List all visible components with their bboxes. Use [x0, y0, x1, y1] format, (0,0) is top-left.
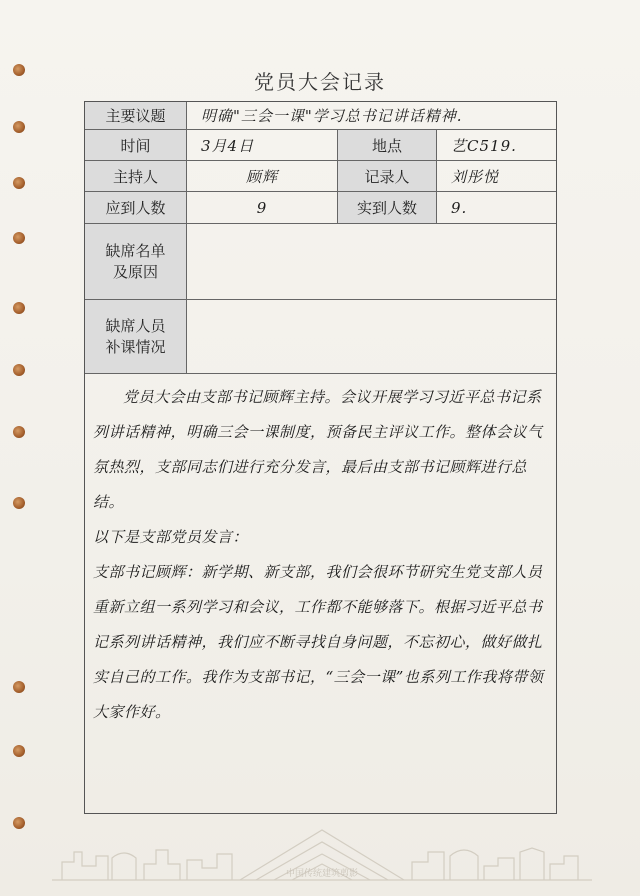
binder-hole	[13, 364, 25, 376]
notes-paragraph: 以下是支部党员发言：	[93, 528, 249, 546]
meeting-notes	[93, 380, 548, 730]
topic-row	[85, 102, 556, 130]
place-label: 地点	[337, 130, 437, 160]
topic-value: 明确"三会一课"学习总书记讲话精神.	[201, 107, 463, 125]
time-value: 3月4日	[201, 136, 255, 155]
host-value: 顾辉	[245, 167, 278, 186]
recorder-value: 刘彤悦	[451, 167, 500, 186]
binder-hole	[13, 426, 25, 438]
absent-row	[85, 224, 556, 300]
actual-label: 实到人数	[337, 192, 437, 223]
binder-hole	[13, 302, 25, 314]
time-place-row	[85, 130, 556, 161]
makeup-value	[187, 300, 556, 373]
recorder-label: 记录人	[337, 161, 437, 191]
topic-label: 主要议题	[85, 102, 187, 129]
expected-value: 9	[256, 198, 268, 217]
binder-hole	[13, 497, 25, 509]
host-label: 主持人	[85, 161, 187, 191]
absent-label: 缺席名单 及原因	[85, 224, 187, 299]
expected-label: 应到人数	[85, 192, 187, 223]
notes-paragraph: 党员大会由支部书记顾辉主持。会议开展学习习近平总书记系列讲话精神，明确三会一课制度，预备民主评议工作。整体会议气氛热烈，支部同志们进行充分发言，最后由支部书记顾辉进行总结。	[93, 388, 543, 511]
binder-hole	[13, 232, 25, 244]
notes-paragraph: 支部书记顾辉：新学期、新支部，我们会很环节研究生党支部人员重新立组一系列学习和会议，工作都不能够落下。根据习近平总书记系列讲话精神，我们应不断寻找自身问题，不忘初心，做好做扎实自己的工作。我作为支部书记，“三会一课”也系列工作我将带领大家作好。	[93, 563, 544, 721]
makeup-row	[85, 300, 556, 374]
footer-caption: 中国传统建筑剪影	[285, 869, 359, 879]
binder-hole	[13, 817, 25, 829]
makeup-label: 缺席人员 补课情况	[85, 300, 187, 373]
attendance-row	[85, 192, 556, 224]
binder-hole	[13, 745, 25, 757]
binder-hole	[13, 681, 25, 693]
architecture-silhouette-icon	[52, 822, 592, 882]
binder-hole	[13, 121, 25, 133]
page-title: 党员大会记录	[254, 70, 386, 94]
place-value: 艺C519.	[451, 136, 517, 155]
actual-value: 9.	[451, 198, 468, 217]
absent-value	[187, 224, 556, 299]
time-label: 时间	[85, 130, 187, 160]
host-recorder-row	[85, 161, 556, 192]
binder-hole	[13, 177, 25, 189]
record-sheet	[84, 101, 557, 814]
